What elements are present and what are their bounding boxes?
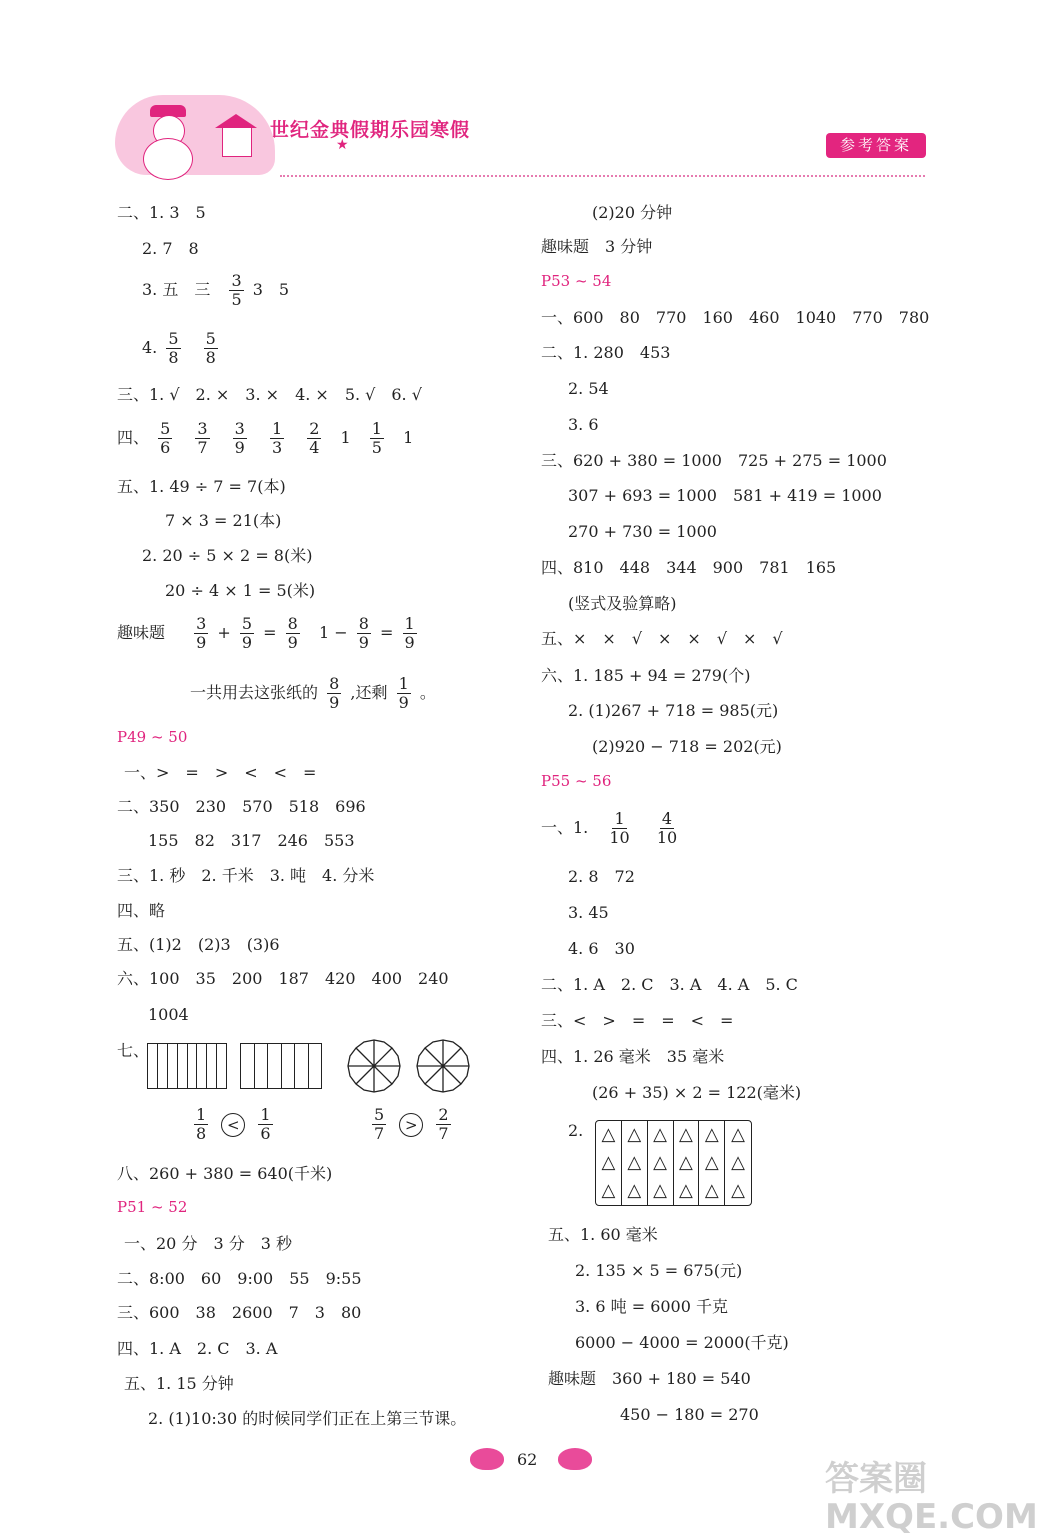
answer-line: 四、810 448 344 900 781 165 bbox=[541, 558, 837, 577]
answer-line: 20 ÷ 4 × 1 = 5(米) bbox=[165, 581, 316, 600]
answer-line-fraction: 一共用去这张纸的 $\frac{8}{9}$ ,还剩 $\frac{1}{9}$ 。 bbox=[190, 674, 436, 712]
fraction-comparison bbox=[368, 1106, 455, 1143]
answer-line: 三、1. 秒 2. 千米 3. 吨 4. 分米 bbox=[117, 866, 375, 885]
answer-line-fraction: 4. $\frac{5}{8}$ $\frac{5}{8}$ bbox=[142, 329, 216, 367]
answer-line: 6000 − 4000 = 2000(千克) bbox=[575, 1333, 789, 1352]
fraction: $\frac{2}{7}$ bbox=[438, 1105, 449, 1143]
answer-line: 八、260 + 380 = 640(千米) bbox=[117, 1164, 333, 1183]
section-heading: P53 ~ 54 bbox=[541, 272, 612, 290]
answer-line-fraction: 一、1. $\frac{1}{10}$ $\frac{4}{10}$ bbox=[541, 809, 678, 847]
watermark: 答案圈 MXQE.COM bbox=[825, 1459, 1038, 1537]
answer-line: 五、1. 15 分钟 bbox=[124, 1374, 234, 1393]
answer-line: 三、< > = = < = bbox=[541, 1011, 734, 1030]
answer-line: 4. 6 30 bbox=[568, 939, 635, 958]
fraction-bar-sixths bbox=[240, 1043, 322, 1089]
fraction: $\frac{5}{8}$ bbox=[205, 329, 216, 367]
answer-line: (26 + 35) × 2 = 122(毫米) bbox=[592, 1083, 802, 1102]
fraction: $\frac{8}{9}$ bbox=[329, 674, 340, 712]
fraction: $\frac{1}{9}$ bbox=[404, 614, 415, 652]
fraction: $\frac{8}{9}$ bbox=[287, 614, 298, 652]
triangle-grid: △ △ △ △ △ △ △ △ △ △ △ △ △ △ △ △ △ △ bbox=[595, 1120, 752, 1206]
answer-line: 六、1. 185 + 94 = 279(个) bbox=[541, 666, 751, 685]
fraction: $\frac{5}{9}$ bbox=[241, 614, 253, 652]
fraction: $\frac{1}{5}$ bbox=[371, 419, 382, 457]
answer-line: 一、20 分 3 分 3 秒 bbox=[124, 1234, 292, 1253]
answer-line: 3. 45 bbox=[568, 903, 609, 922]
answer-line: 2. 8 72 bbox=[568, 867, 635, 886]
bird-icon bbox=[558, 1448, 592, 1470]
answer-line: 3. 6 吨 = 6000 千克 bbox=[575, 1297, 729, 1316]
answer-line: 2. 54 bbox=[568, 379, 609, 398]
answer-line-fraction: 四、 $\frac{5}{6}$ $\frac{3}{7}$ $\frac{3}{9}$ $\frac{1}{3}$ $\frac{2}{4}$ 1 $\frac{1}{5}$ 1 bbox=[117, 419, 414, 457]
star-icon: ★ bbox=[336, 137, 349, 153]
answer-line: (竖式及验算略) bbox=[568, 594, 677, 613]
pinwheel-figure bbox=[346, 1038, 402, 1094]
answer-line: 2. 135 × 5 = 675(元) bbox=[575, 1261, 743, 1280]
answer-line: 2. 7 8 bbox=[142, 239, 199, 258]
answer-line: 2. (1)10:30 的时候同学们正在上第三节课。 bbox=[148, 1409, 467, 1428]
fraction-bar-eighths bbox=[147, 1043, 227, 1089]
answer-line: 1004 bbox=[148, 1005, 189, 1024]
pinwheel-figure bbox=[415, 1038, 471, 1094]
answer-line: 五、× × √ × × √ × √ bbox=[541, 629, 783, 648]
fraction: $\frac{5}{7}$ bbox=[374, 1105, 385, 1143]
fraction: $\frac{3}{7}$ bbox=[197, 419, 208, 457]
answer-line: 二、1. 280 453 bbox=[541, 343, 671, 362]
answer-line: 二、1. 3 5 bbox=[117, 203, 206, 222]
answer-line: 二、1. A 2. C 3. A 4. A 5. C bbox=[541, 975, 798, 994]
answer-line: 155 82 317 246 553 bbox=[148, 831, 355, 850]
answer-line: 2. bbox=[568, 1121, 584, 1140]
answer-line: 二、350 230 570 518 696 bbox=[117, 797, 366, 816]
answer-line: 2. 20 ÷ 5 × 2 = 8(米) bbox=[142, 546, 313, 565]
answer-line: 五、1. 49 ÷ 7 = 7(本) bbox=[117, 477, 286, 496]
house-icon bbox=[222, 127, 252, 157]
fraction: $\frac{1}{3}$ bbox=[271, 419, 283, 457]
header-divider bbox=[280, 175, 925, 177]
fraction: $\frac{1}{6}$ bbox=[260, 1105, 271, 1143]
answer-line: 六、100 35 200 187 420 400 240 bbox=[117, 969, 449, 988]
section-heading: P55 ~ 56 bbox=[541, 772, 612, 790]
answer-line: 307 + 693 = 1000 581 + 419 = 1000 bbox=[568, 486, 882, 505]
answer-line: 五、1. 60 毫米 bbox=[548, 1225, 658, 1244]
comparison-circle: > bbox=[399, 1113, 423, 1137]
fraction-comparison bbox=[190, 1106, 277, 1143]
answer-line: 三、1. √ 2. × 3. × 4. × 5. √ 6. √ bbox=[117, 385, 422, 404]
answer-line: (2)920 − 718 = 202(元) bbox=[592, 737, 782, 756]
answer-line: 三、600 38 2600 7 3 80 bbox=[117, 1303, 362, 1322]
fraction: $\frac{3}{5}$ bbox=[231, 271, 242, 309]
answer-line: 二、8:00 60 9:00 55 9:55 bbox=[117, 1269, 362, 1288]
fun-question-line: 趣味题 $\frac{3}{9}$ + $\frac{5}{9}$ = $\frac{8}{9}$ 1 − $\frac{8}{9}$ = $\frac{1}{9}$ bbox=[117, 614, 415, 652]
page-number: 62 bbox=[517, 1450, 538, 1469]
section-heading: P49 ~ 50 bbox=[117, 728, 188, 746]
fraction: $\frac{1}{10}$ bbox=[609, 809, 630, 847]
answer-line: 三、620 + 380 = 1000 725 + 275 = 1000 bbox=[541, 451, 887, 470]
answer-line: 270 + 730 = 1000 bbox=[568, 522, 717, 541]
bird-icon bbox=[470, 1448, 504, 1470]
answer-line: (2)20 分钟 bbox=[592, 203, 673, 222]
fraction: $\frac{3}{9}$ bbox=[196, 614, 207, 652]
fraction: $\frac{1}{9}$ bbox=[398, 674, 409, 712]
comparison-circle: < bbox=[221, 1113, 245, 1137]
answer-line: 五、(1)2 (2)3 (3)6 bbox=[117, 935, 280, 954]
answer-line: 3. 6 bbox=[568, 415, 599, 434]
snowman-body-icon bbox=[143, 138, 193, 180]
fraction: $\frac{4}{10}$ bbox=[656, 809, 678, 847]
house-roof-icon bbox=[215, 114, 257, 128]
answer-line: 四、1. A 2. C 3. A bbox=[117, 1339, 278, 1358]
answer-line: 450 − 180 = 270 bbox=[620, 1405, 759, 1424]
section-heading: P51 ~ 52 bbox=[117, 1198, 188, 1216]
fraction: $\frac{1}{8}$ bbox=[196, 1105, 207, 1143]
fraction: $\frac{2}{4}$ bbox=[309, 419, 320, 457]
answer-line: 趣味题 3 分钟 bbox=[541, 237, 653, 256]
fraction: $\frac{8}{9}$ bbox=[358, 614, 369, 652]
answer-line: 七、 bbox=[117, 1041, 150, 1060]
fraction: $\frac{3}{9}$ bbox=[234, 419, 245, 457]
answer-line: 2. (1)267 + 718 = 985(元) bbox=[568, 701, 779, 720]
fraction: $\frac{5}{6}$ bbox=[160, 419, 171, 457]
answer-line: 四、1. 26 毫米 35 毫米 bbox=[541, 1047, 725, 1066]
answer-badge: 参考答案 bbox=[826, 133, 926, 158]
answer-line: 四、略 bbox=[117, 901, 166, 920]
answer-line: 一、600 80 770 160 460 1040 770 780 bbox=[541, 308, 930, 327]
fraction: $\frac{5}{8}$ bbox=[168, 329, 179, 367]
answer-line: 趣味题 360 + 180 = 540 bbox=[548, 1369, 751, 1388]
answer-line-fraction: 3. 五 三 $\frac{3}{5}$ 3 5 bbox=[142, 271, 290, 309]
banner-title: 世纪金典假期乐园寒假 bbox=[270, 119, 471, 141]
answer-line: 一、> = > < < = bbox=[124, 763, 317, 782]
answer-line: 7 × 3 = 21(本) bbox=[165, 511, 282, 530]
